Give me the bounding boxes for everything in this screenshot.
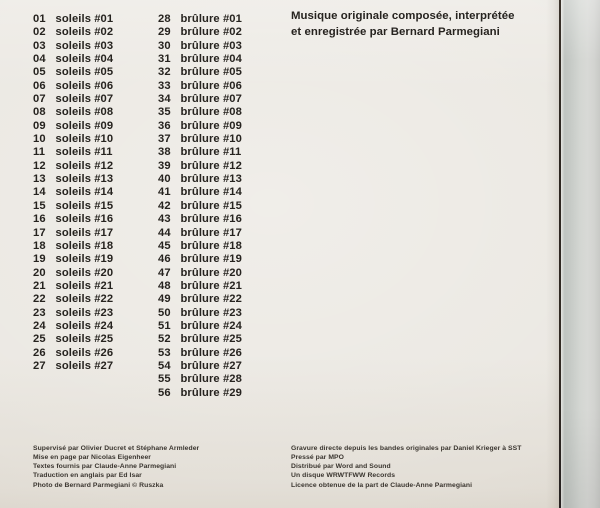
- track-row: [158, 307, 242, 320]
- track-row: [158, 26, 242, 39]
- track-row: [158, 146, 242, 159]
- track-title: soleils #02: [55, 26, 114, 39]
- credit-line: Pressé par MPO: [291, 453, 344, 461]
- track-number: 21: [33, 279, 46, 292]
- track-title: soleils #15: [55, 199, 114, 212]
- track-title: soleils #17: [55, 226, 114, 239]
- track-title: brûlure #20: [180, 266, 242, 279]
- track-row: [33, 93, 113, 106]
- credit-line: Textes fournis par Claude-Anne Parmegiani: [33, 463, 177, 471]
- track-title: brûlure #18: [180, 239, 242, 252]
- track-row: [33, 133, 113, 146]
- track-number: 46: [158, 253, 171, 266]
- track-title: brûlure #07: [180, 93, 242, 106]
- track-number: 56: [158, 386, 171, 399]
- track-number: 34: [158, 93, 171, 106]
- track-number: 29: [158, 26, 171, 39]
- track-title: brûlure #23: [180, 306, 242, 319]
- track-row: [33, 160, 113, 173]
- track-title: soleils #27: [55, 359, 114, 372]
- track-number: 20: [33, 266, 46, 279]
- track-row: [33, 253, 113, 266]
- track-title: soleils #21: [55, 279, 114, 292]
- track-title: soleils #06: [55, 79, 114, 92]
- track-number: 01: [33, 13, 46, 25]
- track-row: [33, 213, 113, 226]
- track-row: [33, 26, 113, 39]
- track-title: soleils #14: [55, 186, 114, 199]
- track-row: [158, 387, 242, 400]
- track-number: 53: [158, 346, 171, 359]
- track-row: [33, 320, 113, 333]
- track-title: brûlure #09: [180, 119, 242, 132]
- track-number: 13: [33, 173, 46, 186]
- track-title: soleils #25: [55, 333, 114, 346]
- track-row: [158, 227, 242, 240]
- track-row: [33, 66, 113, 79]
- track-number: 42: [158, 199, 171, 212]
- track-title: soleils #23: [55, 306, 114, 319]
- track-number: 51: [158, 319, 171, 332]
- paper-edge-shadow: [546, 0, 559, 508]
- track-title: soleils #20: [55, 266, 114, 279]
- track-row: [158, 106, 242, 119]
- track-row: [158, 13, 242, 26]
- track-number: 33: [158, 79, 171, 92]
- track-number: 41: [158, 186, 171, 199]
- credit-line: Un disque WRWTFWW Records: [291, 472, 396, 480]
- track-title: brûlure #22: [180, 293, 242, 306]
- track-row: [158, 66, 242, 79]
- track-title: soleils #12: [55, 159, 114, 172]
- track-number: 18: [33, 239, 46, 252]
- track-row: [158, 253, 242, 266]
- track-title: brûlure #26: [180, 346, 242, 359]
- track-row: [158, 280, 242, 293]
- track-row: [158, 240, 242, 253]
- track-title: brûlure #04: [180, 53, 242, 66]
- track-number: 45: [158, 239, 171, 252]
- track-number: 06: [33, 79, 46, 92]
- track-title: brûlure #16: [180, 213, 242, 226]
- track-row: [33, 307, 113, 320]
- track-row: [33, 173, 113, 186]
- track-row: [33, 106, 113, 119]
- track-row: [158, 320, 242, 333]
- track-number: 39: [158, 159, 171, 172]
- credit-line: Licence obtenue de la part de Claude-Anne Parmegiani: [291, 481, 473, 489]
- track-row: [33, 40, 113, 53]
- track-number: 31: [158, 53, 171, 66]
- track-row: [158, 213, 242, 226]
- track-number: 15: [33, 199, 46, 212]
- production-credits-right: [291, 444, 521, 490]
- track-row: [158, 93, 242, 106]
- track-number: 04: [33, 53, 46, 66]
- track-number: 11: [33, 146, 46, 159]
- track-title: soleils #26: [55, 346, 114, 359]
- track-row: [158, 173, 242, 186]
- track-row: [33, 53, 113, 66]
- track-row: [33, 227, 113, 240]
- track-number: 36: [158, 119, 171, 132]
- production-credits-left: [33, 444, 199, 490]
- track-title: brûlure #02: [180, 26, 242, 39]
- track-row: [158, 360, 242, 373]
- track-number: 48: [158, 279, 171, 292]
- track-number: 30: [158, 39, 171, 52]
- track-title: brûlure #03: [180, 39, 242, 52]
- track-title: brûlure #08: [180, 106, 242, 119]
- track-title: brûlure #24: [180, 319, 242, 332]
- track-title: brûlure #11: [180, 146, 242, 159]
- track-row: [158, 120, 242, 133]
- track-number: 50: [158, 306, 171, 319]
- track-title: brûlure #10: [180, 133, 242, 146]
- track-title: soleils #13: [55, 173, 114, 186]
- track-number: 52: [158, 333, 171, 346]
- track-number: 22: [33, 293, 46, 306]
- track-number: 05: [33, 66, 46, 79]
- track-title: brûlure #28: [180, 373, 242, 386]
- track-number: 25: [33, 333, 46, 346]
- track-title: brûlure #25: [180, 333, 242, 346]
- track-row: [158, 160, 242, 173]
- track-row: [158, 133, 242, 146]
- track-row: [33, 146, 113, 159]
- track-title: soleils #01: [55, 13, 114, 25]
- track-row: [158, 40, 242, 53]
- track-title: brûlure #01: [180, 13, 242, 25]
- track-number: 28: [158, 13, 171, 25]
- credit-line: Mise en page par Nicolas Eigenheer: [33, 453, 152, 461]
- credit-line: Photo de Bernard Parmegiani © Ruszka: [33, 481, 164, 489]
- track-title: brûlure #17: [180, 226, 242, 239]
- track-title: brûlure #05: [180, 66, 242, 79]
- track-row: [33, 120, 113, 133]
- track-row: [33, 200, 113, 213]
- track-row: [158, 347, 242, 360]
- track-title: brûlure #29: [180, 386, 242, 399]
- track-number: 16: [33, 213, 46, 226]
- track-title: brûlure #06: [180, 79, 242, 92]
- track-row: [33, 267, 113, 280]
- credit-line: Traduction en anglais par Ed Isar: [33, 472, 142, 480]
- track-number: 44: [158, 226, 171, 239]
- track-number: 23: [33, 306, 46, 319]
- track-title: soleils #09: [55, 119, 114, 132]
- track-row: [33, 13, 113, 26]
- track-number: 38: [158, 146, 171, 159]
- track-title: brûlure #27: [180, 359, 242, 372]
- track-number: 37: [158, 133, 171, 146]
- credit-line: Supervisé par Olivier Ducret et Stéphane Armleder: [33, 444, 200, 452]
- track-title: soleils #10: [55, 133, 114, 146]
- page-edge: [561, 0, 600, 508]
- track-title: soleils #08: [55, 106, 114, 119]
- track-title: soleils #03: [55, 39, 114, 52]
- track-title: brûlure #13: [180, 173, 242, 186]
- track-number: 26: [33, 346, 46, 359]
- track-number: 40: [158, 173, 171, 186]
- track-row: [33, 293, 113, 306]
- track-title: soleils #19: [55, 253, 114, 266]
- track-number: 14: [33, 186, 46, 199]
- track-title: soleils #04: [55, 53, 114, 66]
- tracklist-column-brulure: [158, 13, 242, 400]
- track-title: brûlure #19: [180, 253, 242, 266]
- track-number: 35: [158, 106, 171, 119]
- track-number: 07: [33, 93, 46, 106]
- credit-line: Gravure directe depuis les bandes originales par Daniel Krieger à SST: [291, 444, 522, 452]
- composer-credit-line2: et enregistrée par Bernard Parmegiani: [291, 25, 500, 38]
- track-row: [158, 267, 242, 280]
- track-number: 54: [158, 359, 171, 372]
- track-row: [33, 360, 113, 373]
- track-row: [158, 333, 242, 346]
- track-number: 08: [33, 106, 46, 119]
- tracklist-column-soleils: [33, 13, 113, 373]
- track-title: brûlure #15: [180, 199, 242, 212]
- track-row: [33, 280, 113, 293]
- track-number: 19: [33, 253, 46, 266]
- track-number: 27: [33, 359, 46, 372]
- track-row: [33, 186, 113, 199]
- track-number: 17: [33, 226, 46, 239]
- track-title: brûlure #21: [180, 279, 242, 292]
- track-title: brûlure #14: [180, 186, 242, 199]
- credit-line: Distribué par Word and Sound: [291, 463, 391, 471]
- track-row: [158, 53, 242, 66]
- track-number: 10: [33, 133, 46, 146]
- track-row: [158, 186, 242, 199]
- track-title: soleils #24: [55, 319, 114, 332]
- composer-credit-line1: Musique originale composée, interprétée: [291, 9, 515, 22]
- track-row: [33, 347, 113, 360]
- track-row: [158, 80, 242, 93]
- track-title: soleils #18: [55, 239, 114, 252]
- track-number: 24: [33, 319, 46, 332]
- track-row: [33, 333, 113, 346]
- track-row: [158, 200, 242, 213]
- track-row: [33, 240, 113, 253]
- track-title: soleils #22: [55, 293, 114, 306]
- track-title: soleils #11: [55, 146, 113, 159]
- track-title: soleils #07: [55, 93, 114, 106]
- track-title: brûlure #12: [180, 159, 242, 172]
- track-number: 43: [158, 213, 171, 226]
- track-title: soleils #05: [55, 66, 114, 79]
- composer-credit: [291, 8, 515, 41]
- track-row: [33, 80, 113, 93]
- track-number: 55: [158, 373, 171, 386]
- track-number: 02: [33, 26, 46, 39]
- track-title: soleils #16: [55, 213, 114, 226]
- track-number: 09: [33, 119, 46, 132]
- track-row: [158, 293, 242, 306]
- track-number: 32: [158, 66, 171, 79]
- track-number: 12: [33, 159, 46, 172]
- track-number: 47: [158, 266, 171, 279]
- track-number: 49: [158, 293, 171, 306]
- track-row: [158, 373, 242, 386]
- track-number: 03: [33, 39, 46, 52]
